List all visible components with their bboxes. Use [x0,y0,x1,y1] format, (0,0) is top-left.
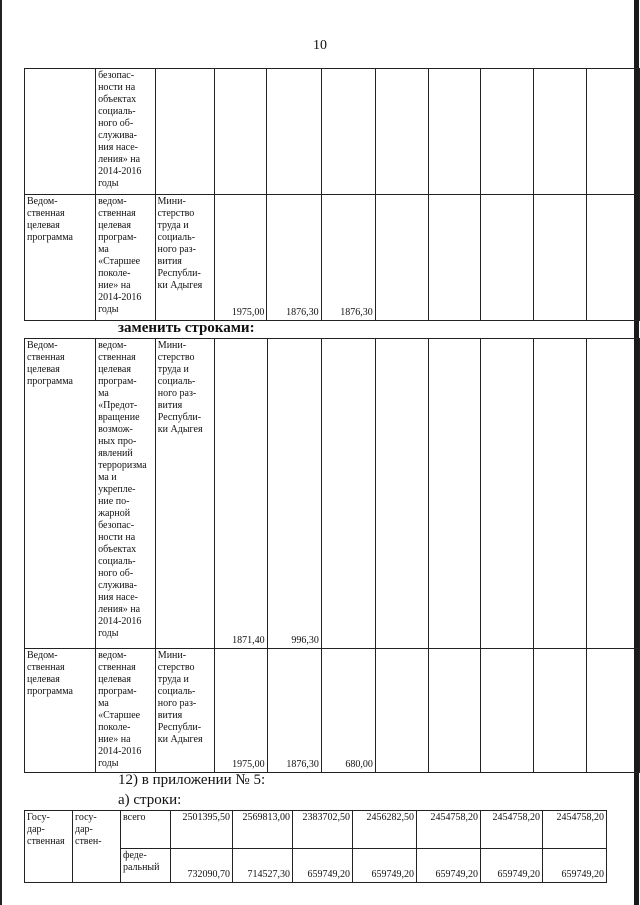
program-type-cell [25,69,96,195]
value-cell [428,649,481,773]
value-cell: 996,30 [267,339,321,649]
value-cell: 2501395,50 [171,811,233,849]
value-cell [587,195,640,321]
value-cell: 1975,00 [215,649,267,773]
value-cell [321,69,375,195]
value-cell: 1871,40 [215,339,267,649]
value-cell: 659749,20 [543,849,607,883]
value-cell [375,339,428,649]
table-row [25,69,640,195]
value-cell [375,649,428,773]
program-name-cell: ведом- ственная целевая програм- ма «Предот- вращение возмож- ных про- явлений терроризма ма и укрепле- ние по- жарной безопас- ности на объектах социаль- ного об- служива- ния насе- ления» на 2014-2016 годы [96,339,156,649]
appendix5-table [24,810,607,883]
value-cell [375,195,428,321]
value-cell [428,195,481,321]
table-row [25,811,607,849]
value-cell [481,339,534,649]
value-cell: 2383702,50 [293,811,353,849]
value-cell [481,195,534,321]
program-name-cell: ведом- ственная целевая програм- ма «Старшее поколе- ние» на 2014-2016 годы [96,649,156,773]
value-cell: 2454758,20 [481,811,543,849]
value-cell [428,69,481,195]
value-cell [534,69,587,195]
value-cell: 659749,20 [417,849,481,883]
value-cell [587,339,640,649]
sub-heading: а) строки: [118,792,182,808]
section-heading: 12) в приложении № 5: [118,772,266,788]
table-row [25,649,640,773]
program-name-cell: госу- дар- ствен- [73,811,121,883]
value-cell [215,69,267,195]
table-row [25,195,640,321]
value-cell: 2569813,00 [233,811,293,849]
executor-cell: Мини- стерство труда и социаль- ного раз- вития Республи- ки Адыгея [155,195,214,321]
program-type-cell: Ведом- ственная целевая программа [25,339,96,649]
replace-caption: заменить строками: [118,320,255,336]
value-cell: 1876,30 [267,649,321,773]
value-cell [375,69,428,195]
program-name-cell: ведом- ственная целевая програм- ма «Старшее поколе- ние» на 2014-2016 годы [96,195,155,321]
value-cell: 1876,30 [267,195,321,321]
funding-source-cell: всего [121,811,171,849]
scan-left-edge [0,0,2,905]
program-type-cell: Ведом- ственная целевая программа [25,649,96,773]
value-cell [481,69,534,195]
budget-table-replacement [24,338,640,773]
executor-cell [155,69,214,195]
value-cell [534,339,587,649]
value-cell: 732090,70 [171,849,233,883]
funding-source-cell: феде- ральный [121,849,171,883]
value-cell: 2456282,50 [353,811,417,849]
value-cell [481,649,534,773]
value-cell: 680,00 [321,649,375,773]
value-cell [321,339,375,649]
budget-table-original [24,68,640,321]
value-cell: 659749,20 [293,849,353,883]
program-name-cell: безопас- ности на объектах социаль- ного об- служива- ния насе- ления» на 2014-2016 годы [96,69,155,195]
executor-cell: Мини- стерство труда и социаль- ного раз- вития Республи- ки Адыгея [155,649,214,773]
program-type-cell: Госу- дар- ственная [25,811,73,883]
value-cell: 2454758,20 [417,811,481,849]
table-row [25,339,640,649]
value-cell [534,649,587,773]
value-cell [587,649,640,773]
page-number: 10 [313,38,327,53]
value-cell: 1975,00 [215,195,267,321]
value-cell [428,339,481,649]
value-cell: 2454758,20 [543,811,607,849]
value-cell [587,69,640,195]
value-cell: 659749,20 [481,849,543,883]
value-cell [267,69,321,195]
executor-cell: Мини- стерство труда и социаль- ного раз- вития Республи- ки Адыгея [155,339,214,649]
value-cell: 714527,30 [233,849,293,883]
program-type-cell: Ведом- ственная целевая программа [25,195,96,321]
value-cell [534,195,587,321]
value-cell: 1876,30 [321,195,375,321]
value-cell: 659749,20 [353,849,417,883]
